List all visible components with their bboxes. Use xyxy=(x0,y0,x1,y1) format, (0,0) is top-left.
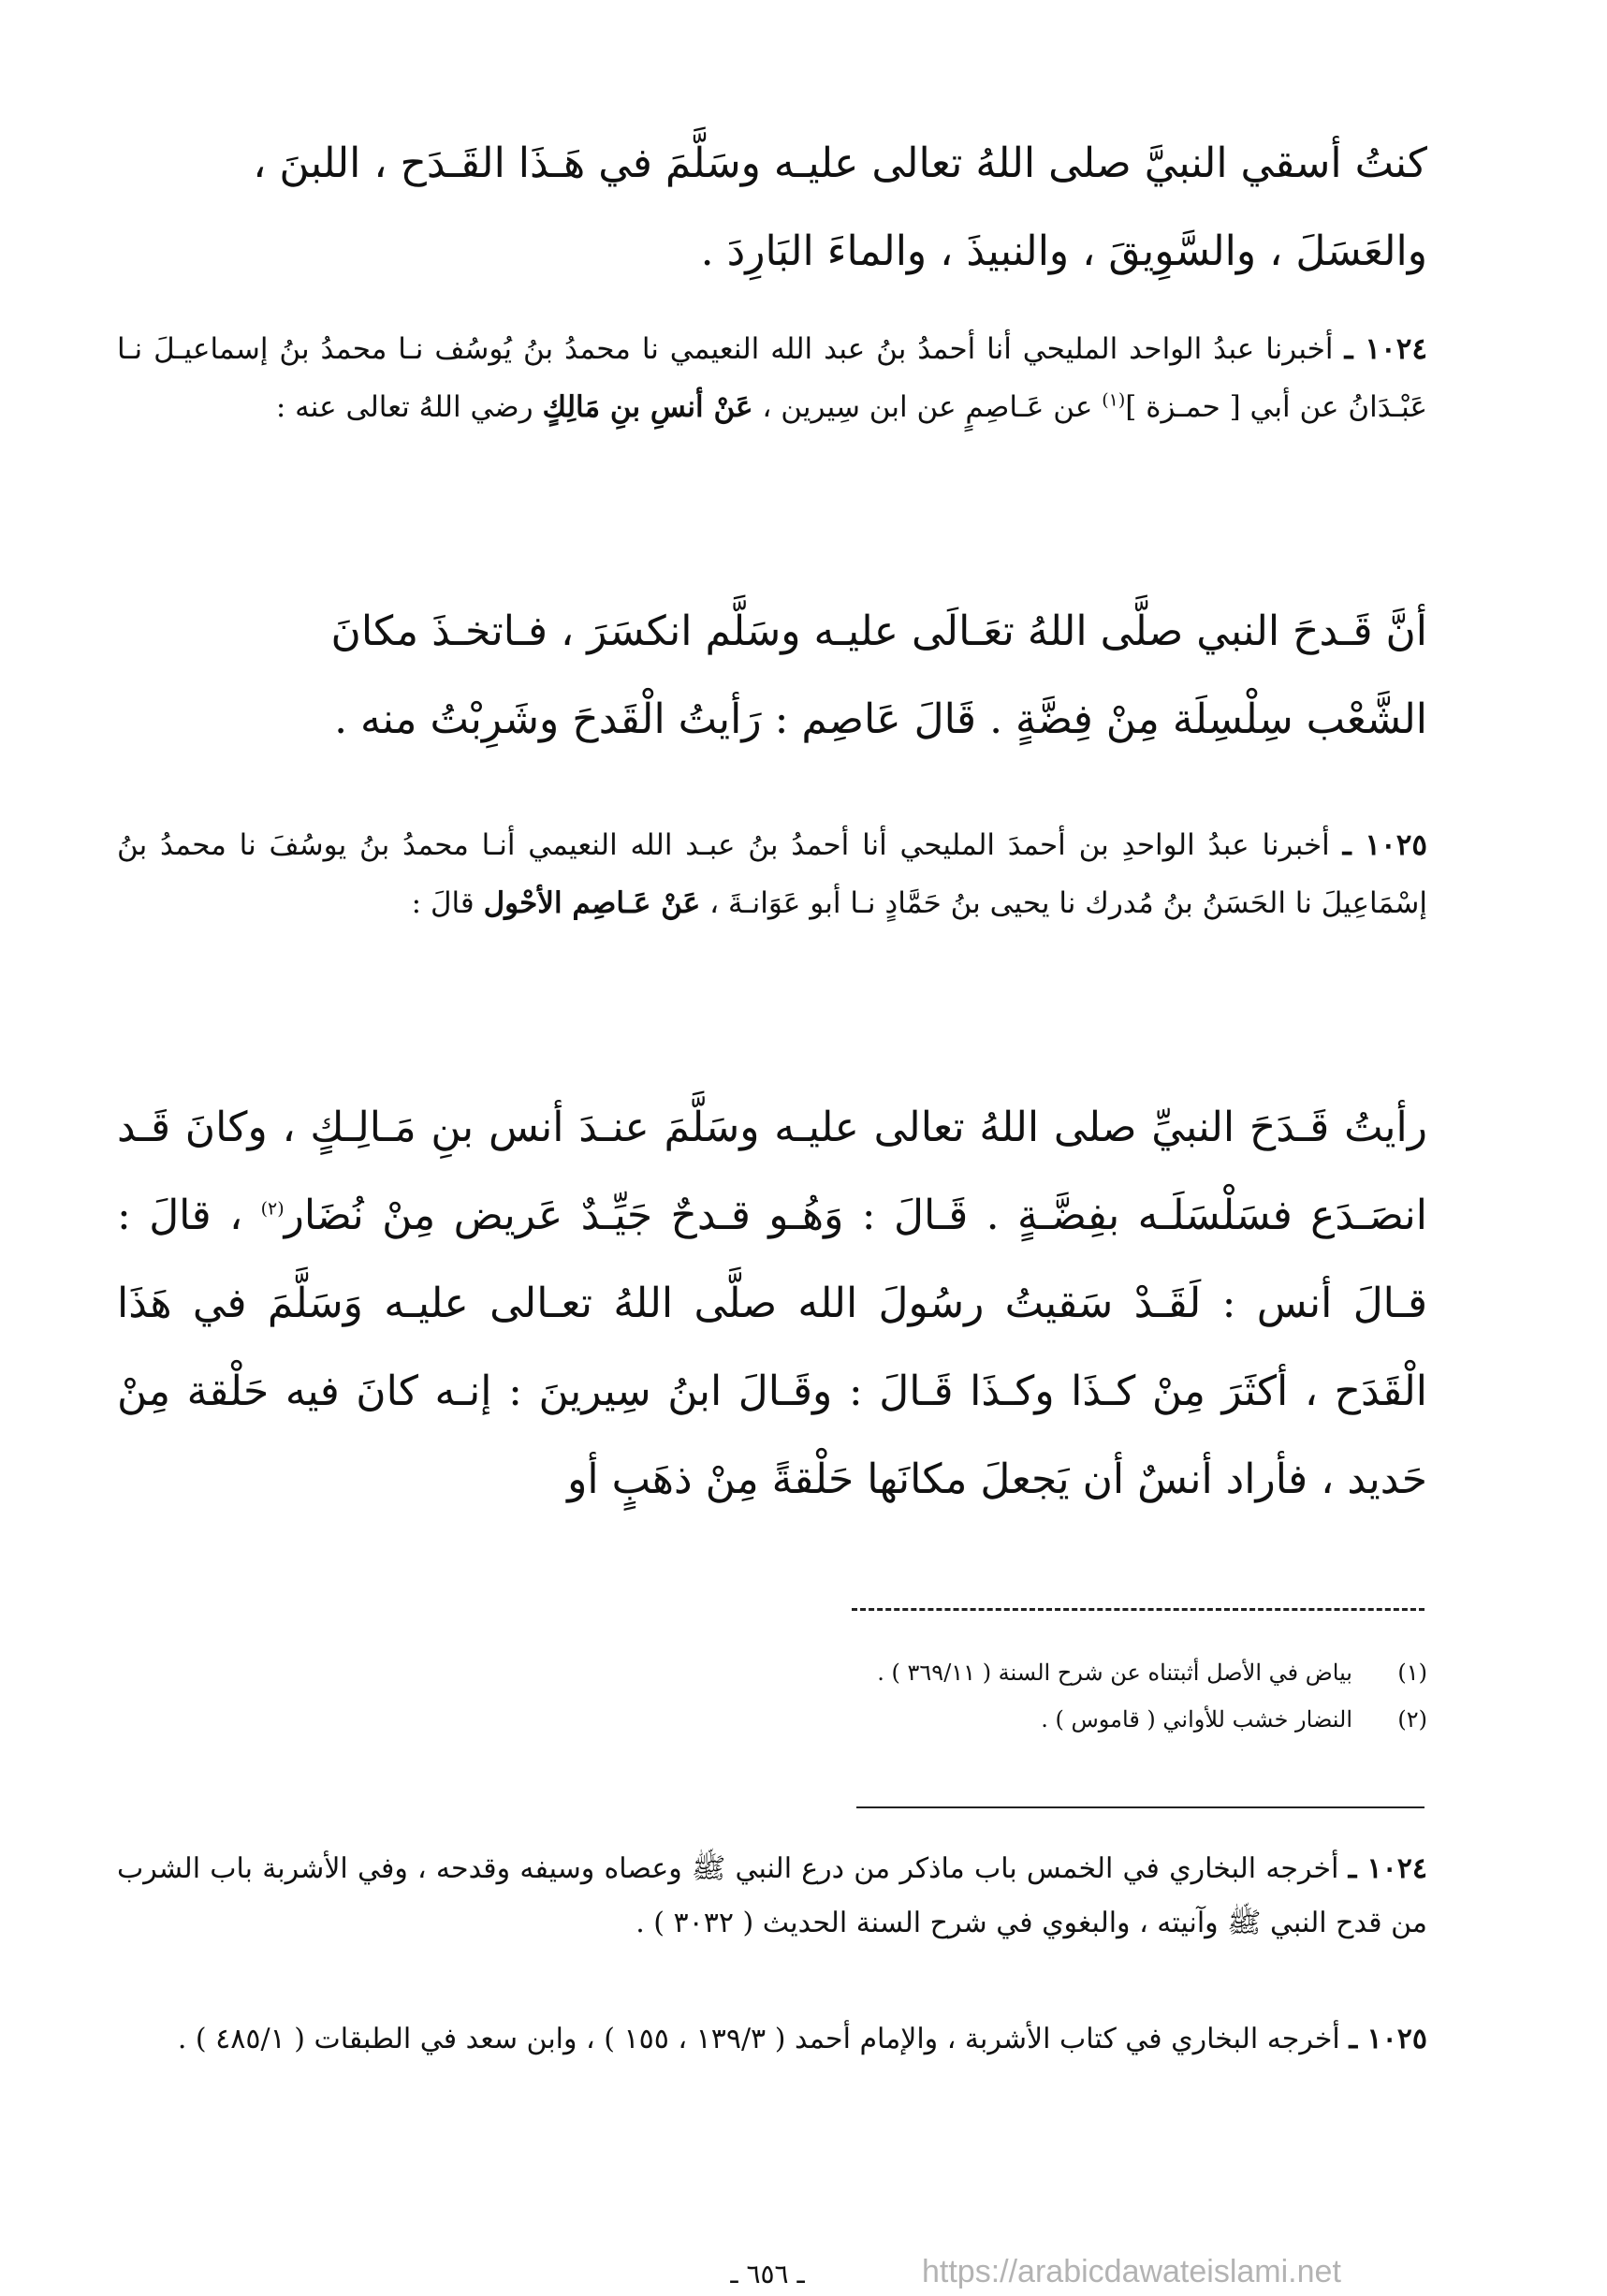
narrator-name: عَنْ عَـاصِم الأحْول xyxy=(483,886,701,920)
narrator-name: عَنْ أنسِ بنِ مَالِكٍ xyxy=(542,390,753,424)
watermark-url: https://arabicdawateislami.net xyxy=(922,2254,1341,2289)
takhrij-1025 xyxy=(117,2012,1427,2067)
matn-text: ، قالَ : قـالَ أنس : لَقَـدْ سَقيتُ رسُولَ الله صلَّى اللهُ تعـالى عليـه وَسَلَّمَ في هَذَا الْقَدَح ، أكثَرَ مِنْ كـذَا وكـذَا قَـالَ : وقَـالَ ابنُ سِيرينَ : إنـه كانَ فيه حَلْقة مِنْ حَديد ، فأراد أنسٌ أن يَجعلَ مكانَها حَلْقةً مِنْ ذهَبٍ أو xyxy=(117,1192,1427,1503)
takhrij-text: أخرجه البخاري في كتاب الأشربة ، والإمام أحمد ( ١٣٩/٣ ، ١٥٥ ) ، وابن سعد في الطبقات ( ٤٨٥/١ ) . xyxy=(177,2023,1340,2055)
passage-line: والعَسَلَ ، والسَّوِيقَ ، والنبيذَ ، والماءَ البَارِدَ . xyxy=(700,227,1427,275)
takhrij-text: أخرجه البخاري في الخمس باب ماذكر من درع النبي ﷺ وعصاه وسيفه وقدحه ، وفي الأشربة باب الشرب من قدح النبي ﷺ وآنيته ، والبغوي في شرح السنة الحديث ( ٣٠٣٢ ) . xyxy=(117,1852,1427,1939)
footnote-text: النضار خشب للأواني ( قاموس ) . xyxy=(1041,1706,1352,1733)
hadith-1024-matn xyxy=(117,588,1427,764)
footnote-marker[interactable]: (١) xyxy=(1102,389,1126,411)
passage-continuation xyxy=(117,120,1427,296)
takhrij-1024 xyxy=(117,1842,1427,1951)
footnote-item xyxy=(356,1696,1427,1743)
takhrij-number: ١٠٢٤ ـ xyxy=(1348,1852,1427,1885)
passage-line: كنتُ أسقي النبيَّ صلى اللهُ تعالى عليـه وسَلَّمَ في هَـذَا القَـدَح ، اللبنَ ، xyxy=(253,139,1427,187)
sanad-text: رضي اللهُ تعالى عنه : xyxy=(275,390,543,424)
footnote-number: (٢) xyxy=(1397,1706,1427,1733)
footnote-text: بياض في الأصل أثبتناه عن شرح السنة ( ٣٦٩/١١ ) . xyxy=(877,1660,1352,1686)
sanad-text: أخبرنا عبدُ الواحد المليحي أنا أحمدُ بنُ عبد الله النعيمي نا محمدُ بنُ يُوسُف نـا محمدُ بنُ إسماعيـلَ نـا عَبْـدَانُ عن أبي [ حمـزة ] xyxy=(117,332,1427,424)
takhrij-number: ١٠٢٥ ـ xyxy=(1349,2023,1427,2055)
hadith-number: ١٠٢٥ ـ xyxy=(1342,828,1428,862)
matn-line: الشَّعْب سِلْسِلَة مِنْ فِضَّةٍ . قَالَ عَاصِم : رَأيتُ الْقَدحَ وشَرِبْتُ منه . xyxy=(334,695,1427,743)
footnote-item xyxy=(356,1649,1427,1696)
footnote-marker[interactable]: (٢) xyxy=(260,1198,285,1220)
hadith-1025-matn xyxy=(117,1084,1427,1524)
footnotes xyxy=(356,1649,1427,1743)
hadith-1024-sanad xyxy=(117,320,1427,436)
dashed-separator xyxy=(852,1608,1424,1611)
footnote-number: (١) xyxy=(1397,1660,1427,1686)
matn-text: رأيتُ قَـدَحَ النبيِّ صلى اللهُ تعالى عليـه وسَلَّمَ عنـدَ أنس بنِ مَـالِـكٍ ، وكانَ قَـد انصَـدَع فسَلْسَلَـه بفِضَّـةٍ . قَـالَ : وَهُـو قـدحٌ جَيِّـدٌ عَريض مِنْ نُضَار xyxy=(117,1104,1427,1239)
solid-separator xyxy=(856,1806,1424,1808)
sanad-text: قالَ : xyxy=(411,886,484,920)
matn-line: أنَّ قَـدحَ النبي صلَّى اللهُ تعَـالَى عليـه وسَلَّم انكسَرَ ، فـاتخـذَ مكانَ xyxy=(330,607,1427,655)
hadith-number: ١٠٢٤ ـ xyxy=(1344,332,1428,366)
hadith-1025-sanad xyxy=(117,816,1427,932)
sanad-text: أخبرنا عبدُ الواحدِ بن أحمدَ المليحي أنا أحمدُ بنُ عبـد الله النعيمي أنـا محمدُ بنُ يوسُفَ نا محمدُ بنُ إسْمَاعِيلَ نا الحَسَنُ بنُ مُدرك نا يحيى بنُ حَمَّادٍ نـا أبو عَوَانـةَ ، xyxy=(117,828,1427,920)
page-number: ـ ٦٥٦ ـ xyxy=(730,2259,805,2289)
sanad-text: عن عَـاصِمٍ عن ابن سِيرين ، xyxy=(762,390,1103,424)
